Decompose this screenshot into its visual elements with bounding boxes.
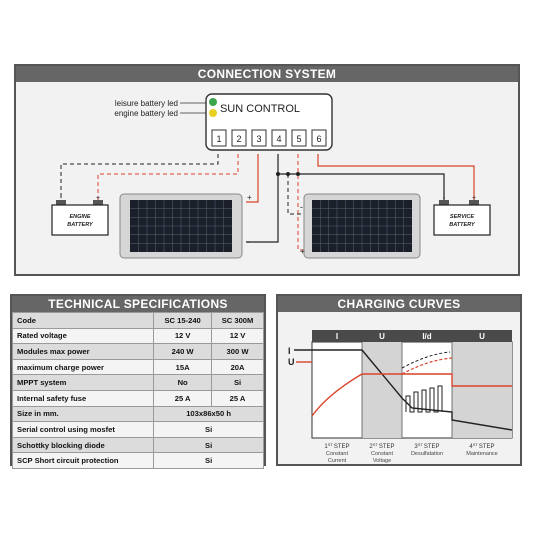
step-desc-2: Voltage bbox=[372, 458, 392, 464]
technical-specifications-panel bbox=[10, 294, 266, 466]
spec-value-b: 20A bbox=[212, 359, 264, 375]
spec-row bbox=[13, 375, 264, 391]
spec-value-a: SC 15-240 bbox=[154, 313, 212, 329]
step-suffix: ST bbox=[372, 442, 378, 447]
right-solar-panel bbox=[304, 194, 420, 258]
step-suffix: ST bbox=[472, 442, 478, 447]
axis-label-current: I bbox=[288, 346, 291, 356]
spec-label: Code bbox=[13, 313, 154, 329]
spec-label: maximum charge power bbox=[13, 359, 154, 375]
step-title-2 bbox=[369, 442, 394, 450]
engine-led-label: engine battery led bbox=[114, 109, 178, 118]
spec-table bbox=[12, 312, 264, 469]
spec-value-b: 12 V bbox=[212, 328, 264, 344]
spec-value: Si bbox=[154, 453, 264, 469]
connection-title: CONNECTION SYSTEM bbox=[16, 66, 518, 82]
phase-label-2: U bbox=[379, 332, 385, 341]
engine-led-icon bbox=[209, 109, 217, 117]
charging-curves-panel bbox=[276, 294, 522, 466]
charging-curves-diagram bbox=[278, 312, 520, 464]
step-title-4 bbox=[469, 442, 494, 450]
spec-value-b: SC 300M bbox=[212, 313, 264, 329]
engine-battery-label-2: BATTERY bbox=[67, 222, 93, 228]
step-title-1 bbox=[324, 442, 349, 450]
spec-value-a: 12 V bbox=[154, 328, 212, 344]
spec-value-a: 15A bbox=[154, 359, 212, 375]
service-battery-label-1: SERVICE bbox=[449, 214, 475, 220]
left-solar-panel bbox=[120, 194, 242, 258]
service-battery-minus: - bbox=[442, 195, 446, 202]
engine-battery-plus: + bbox=[95, 195, 101, 202]
spec-row bbox=[13, 422, 264, 438]
sun-control-label: SUN CONTROL bbox=[219, 103, 301, 115]
spec-value-b: Si bbox=[212, 375, 264, 391]
phase-label-1: I bbox=[335, 332, 339, 341]
spec-row bbox=[13, 437, 264, 453]
step-number: 3 bbox=[414, 444, 418, 450]
phase-label-4: U bbox=[479, 332, 485, 341]
spec-value-b: 300 W bbox=[212, 344, 264, 360]
right-panel-plus: + bbox=[300, 247, 305, 256]
curves-title: CHARGING CURVES bbox=[278, 296, 520, 312]
spec-value-a: 240 W bbox=[154, 344, 212, 360]
terminal-label-1: 1 bbox=[216, 134, 222, 144]
tech-title: TECHNICAL SPECIFICATIONS bbox=[12, 296, 264, 312]
step-desc-1: Current bbox=[327, 458, 347, 464]
step-number: 2 bbox=[369, 444, 373, 450]
spec-value-a: 25 A bbox=[154, 390, 212, 406]
spec-label: MPPT system bbox=[13, 375, 154, 391]
engine-battery-label-1: ENGINE bbox=[69, 214, 91, 220]
spec-row bbox=[13, 390, 264, 406]
step-desc-2: Constant bbox=[370, 451, 394, 457]
spec-label: Rated voltage bbox=[13, 328, 154, 344]
spec-label: Serial control using mosfet bbox=[13, 422, 154, 438]
spec-value-b: 25 A bbox=[212, 390, 264, 406]
terminal-label-2: 2 bbox=[236, 134, 242, 144]
spec-label: SCP Short circuit protection bbox=[13, 453, 154, 469]
axis-label-voltage: U bbox=[288, 357, 295, 367]
engine-battery-minus: - bbox=[59, 195, 63, 202]
terminal-label-3: 3 bbox=[256, 134, 262, 144]
leisure-led-icon bbox=[209, 98, 217, 106]
step-word: STEP bbox=[378, 444, 395, 450]
service-battery-label-2: BATTERY bbox=[449, 222, 475, 228]
spec-value: 103x86x50 h bbox=[154, 406, 264, 422]
spec-label: Size in mm. bbox=[13, 406, 154, 422]
spec-label: Internal safety fuse bbox=[13, 390, 154, 406]
step-desc-1: Constant bbox=[325, 451, 349, 457]
terminal-label-5: 5 bbox=[296, 134, 302, 144]
connection-diagram bbox=[16, 82, 518, 274]
spec-row bbox=[13, 359, 264, 375]
step-suffix: ST bbox=[327, 442, 333, 447]
spec-row bbox=[13, 406, 264, 422]
spec-row bbox=[13, 328, 264, 344]
service-battery-plus: + bbox=[471, 195, 477, 202]
spec-value-a: No bbox=[154, 375, 212, 391]
terminal-label-4: 4 bbox=[276, 134, 282, 144]
right-panel-minus: - bbox=[300, 202, 303, 212]
spec-label: Schottky blocking diode bbox=[13, 437, 154, 453]
spec-label: Modules max power bbox=[13, 344, 154, 360]
left-panel-minus: - bbox=[247, 237, 250, 247]
leisure-led-label: leisure battery led bbox=[114, 99, 178, 108]
spec-row bbox=[13, 453, 264, 469]
step-word: STEP bbox=[478, 444, 495, 450]
spec-value: Si bbox=[154, 437, 264, 453]
left-panel-plus: + bbox=[247, 193, 252, 202]
spec-value: Si bbox=[154, 422, 264, 438]
step-desc-3: Desulfatation bbox=[410, 451, 444, 457]
step-desc-4: Maintenance bbox=[466, 451, 498, 457]
step-number: 1 bbox=[324, 444, 328, 450]
step-word: STEP bbox=[333, 444, 350, 450]
spec-row bbox=[13, 344, 264, 360]
spec-row bbox=[13, 313, 264, 329]
step-number: 4 bbox=[469, 444, 473, 450]
step-suffix: ST bbox=[417, 442, 423, 447]
step-title-3 bbox=[414, 442, 439, 450]
step-word: STEP bbox=[423, 444, 440, 450]
terminal-label-6: 6 bbox=[316, 134, 322, 144]
connection-system-panel bbox=[14, 64, 520, 276]
phase-label-3: I/d bbox=[422, 332, 432, 341]
